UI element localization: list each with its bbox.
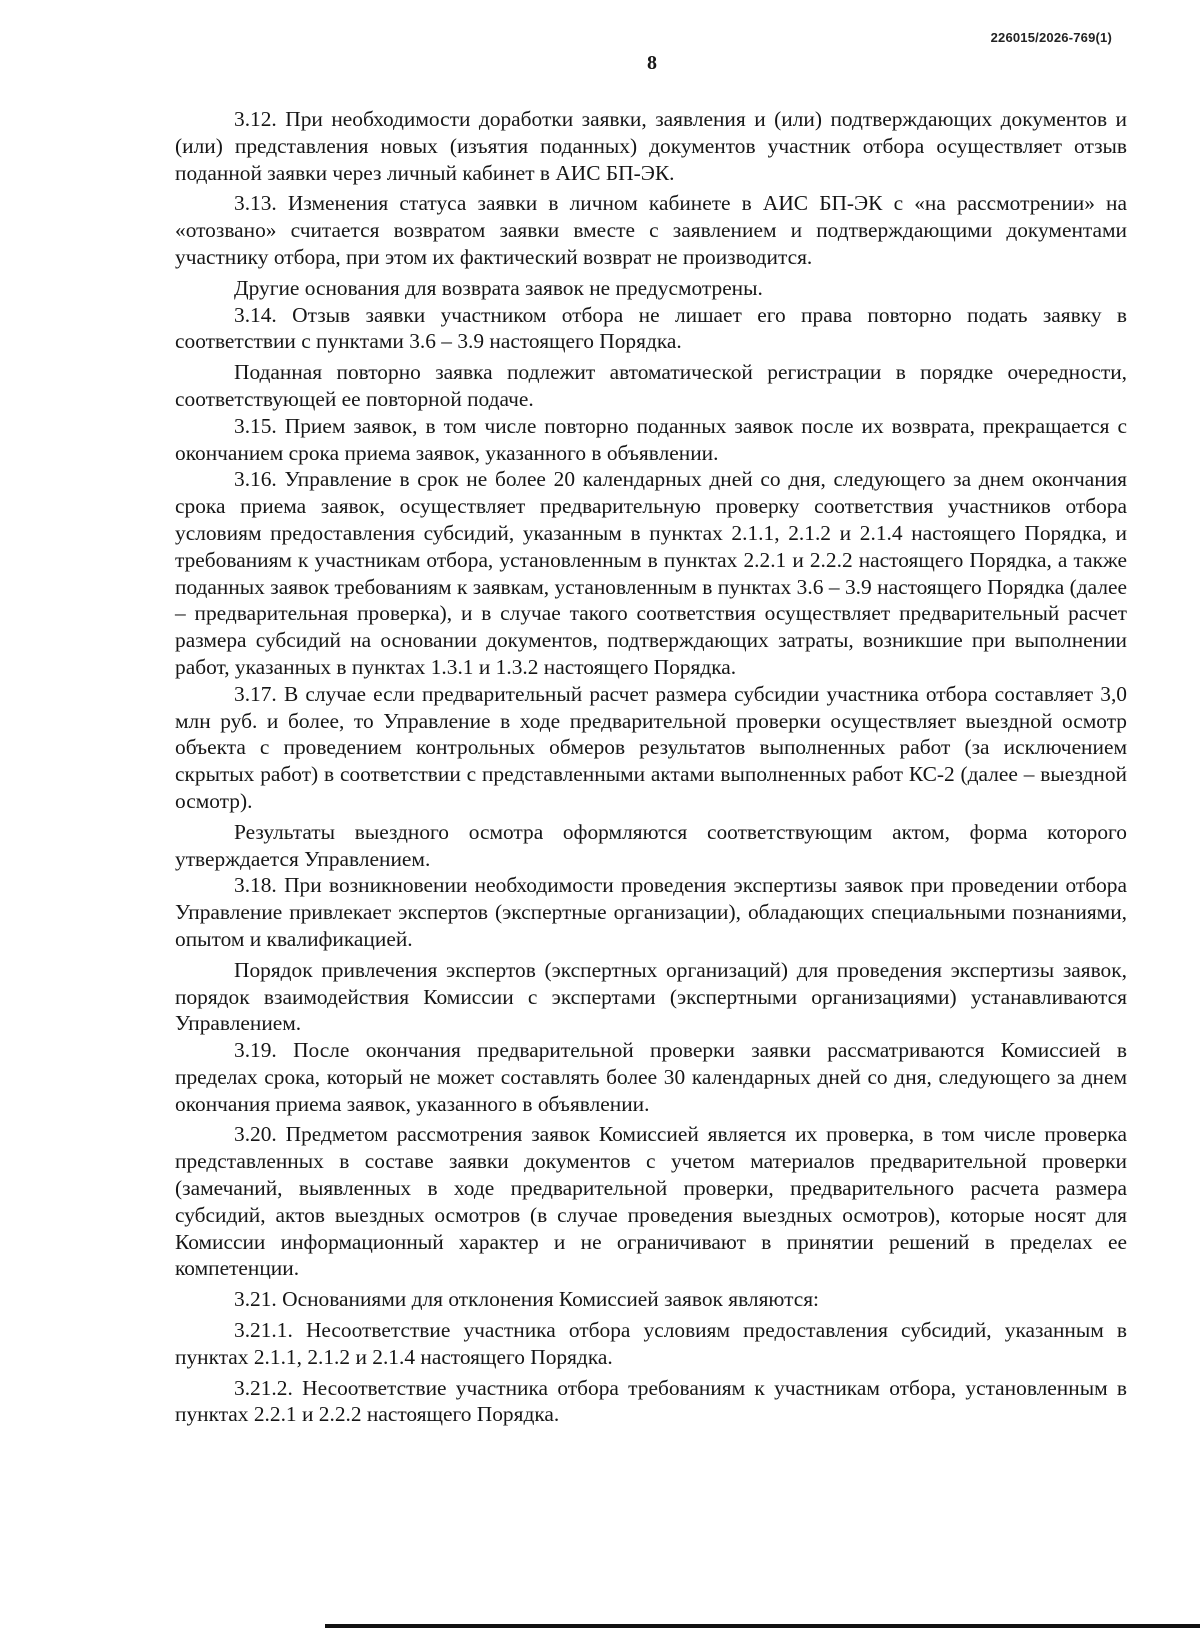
paragraph-3-13: 3.13. Изменения статуса заявки в личном кабинете в АИС БП-ЭК с «на рассмотрении» на «отозвано» считается возвратом заявки вместе с заявлением и подтверждающими документами участнику отбора, при этом их фактический возврат не производится. <box>175 191 1127 269</box>
paragraph-other-grounds: Другие основания для возврата заявок не предусмотрены. <box>234 275 763 300</box>
paragraph-3-21-1: 3.21.1. Несоответствие участника отбора условиям предоставления субсидий, указанным в пунктах 2.1.1, 2.1.2 и 2.1.4 настоящего Порядка. <box>175 1318 1127 1369</box>
paragraph-3-18: 3.18. При возникновении необходимости проведения экспертизы заявок при проведении отбора Управление привлекает экспертов (экспертные организации), обладающих специальными познаниями, опытом и квалификацией. <box>175 873 1127 951</box>
paragraph-3-20: 3.20. Предметом рассмотрения заявок Комиссией является их проверка, в том числе проверка представленных в составе заявки документов с учетом материалов предварительной проверки (замечаний, выявленных в ходе предварительной проверки, предварительного расчета размера субсидий, актов выездных осмотров (в случае проведения выездных осмотров), которые носят для Комиссии информационный характер и не ограничивают в принятии решений в пределах ее компетенции. <box>175 1122 1127 1281</box>
paragraph-experts-order: Порядок привлечения экспертов (экспертных организаций) для проведения экспертизы заявок, порядок взаимодействия Комиссии с экспертами (экспертными организациями) устанавливаются Управлением. <box>175 957 1127 1036</box>
document-body <box>175 106 1127 1428</box>
scan-edge-line <box>325 1624 1200 1628</box>
paragraph-3-15: 3.15. Прием заявок, в том числе повторно поданных заявок после их возврата, прекращается с окончанием срока приема заявок, указанного в объявлении. <box>175 413 1127 465</box>
document-id: 226015/2026-769(1) <box>990 30 1112 45</box>
page-number: 8 <box>647 52 657 74</box>
paragraph-3-19: 3.19. После окончания предварительной проверки заявки рассматриваются Комиссией в пределах срока, который не может составлять более 30 календарных дней со дня, следующего за днем окончания приема заявок, указанного в объявлении. <box>175 1038 1127 1116</box>
paragraph-3-21-2: 3.21.2. Несоответствие участника отбора требованиям к участникам отбора, установленным в пунктах 2.2.1 и 2.2.2 настоящего Порядка. <box>175 1375 1127 1427</box>
paragraph-3-17: 3.17. В случае если предварительный расчет размера субсидии участника отбора составляет 3,0 млн руб. и более, то Управление в ходе предварительной проверки осуществляет выездной осмотр объекта с проведением контрольных обмеров результатов выполненных работ (за исключением скрытых работ) в соответствии с представленными актами выполненных работ КС-2 (далее – выездной осмотр). <box>175 681 1127 813</box>
paragraph-3-16: 3.16. Управление в срок не более 20 календарных дней со дня, следующего за днем окончания срока приема заявок, осуществляет предварительную проверку соответствия участников отбора условиям предоставления субсидий, указанным в пунктах 2.1.1, 2.1.2 и 2.1.4 настоящего Порядка, и требованиям к участникам отбора, установленным в пунктах 2.2.1 и 2.2.2 настоящего Порядка, а также поданных заявок требованиям к заявкам, установленным в пунктах 3.6 – 3.9 настоящего Порядка (далее – предварительная проверка), и в случае такого соответствия осуществляет предварительный расчет размера субсидий на основании документов, подтверждающих затраты, возникшие при выполнении работ, указанных в пунктах 1.3.1 и 1.3.2 настоящего Порядка. <box>175 467 1127 679</box>
paragraph-3-14: 3.14. Отзыв заявки участником отбора не лишает его права повторно подать заявку в соответствии с пунктами 3.6 – 3.9 настоящего Порядка. <box>175 302 1127 354</box>
paragraph-resubmitted: Поданная повторно заявка подлежит автоматической регистрации в порядке очередности, соответствующей ее повторной подаче. <box>175 360 1127 411</box>
paragraph-3-21: 3.21. Основаниями для отклонения Комиссией заявок являются: <box>234 1287 820 1312</box>
paragraph-inspection-results: Результаты выездного осмотра оформляются соответствующим актом, форма которого утверждается Управлением. <box>175 819 1127 871</box>
paragraph-3-12: 3.12. При необходимости доработки заявки, заявления и (или) подтверждающих документов и (или) представления новых (изъятия поданных) документов участник отбора осуществляет отзыв поданной заявки через личный кабинет в АИС БП-ЭК. <box>175 107 1127 185</box>
